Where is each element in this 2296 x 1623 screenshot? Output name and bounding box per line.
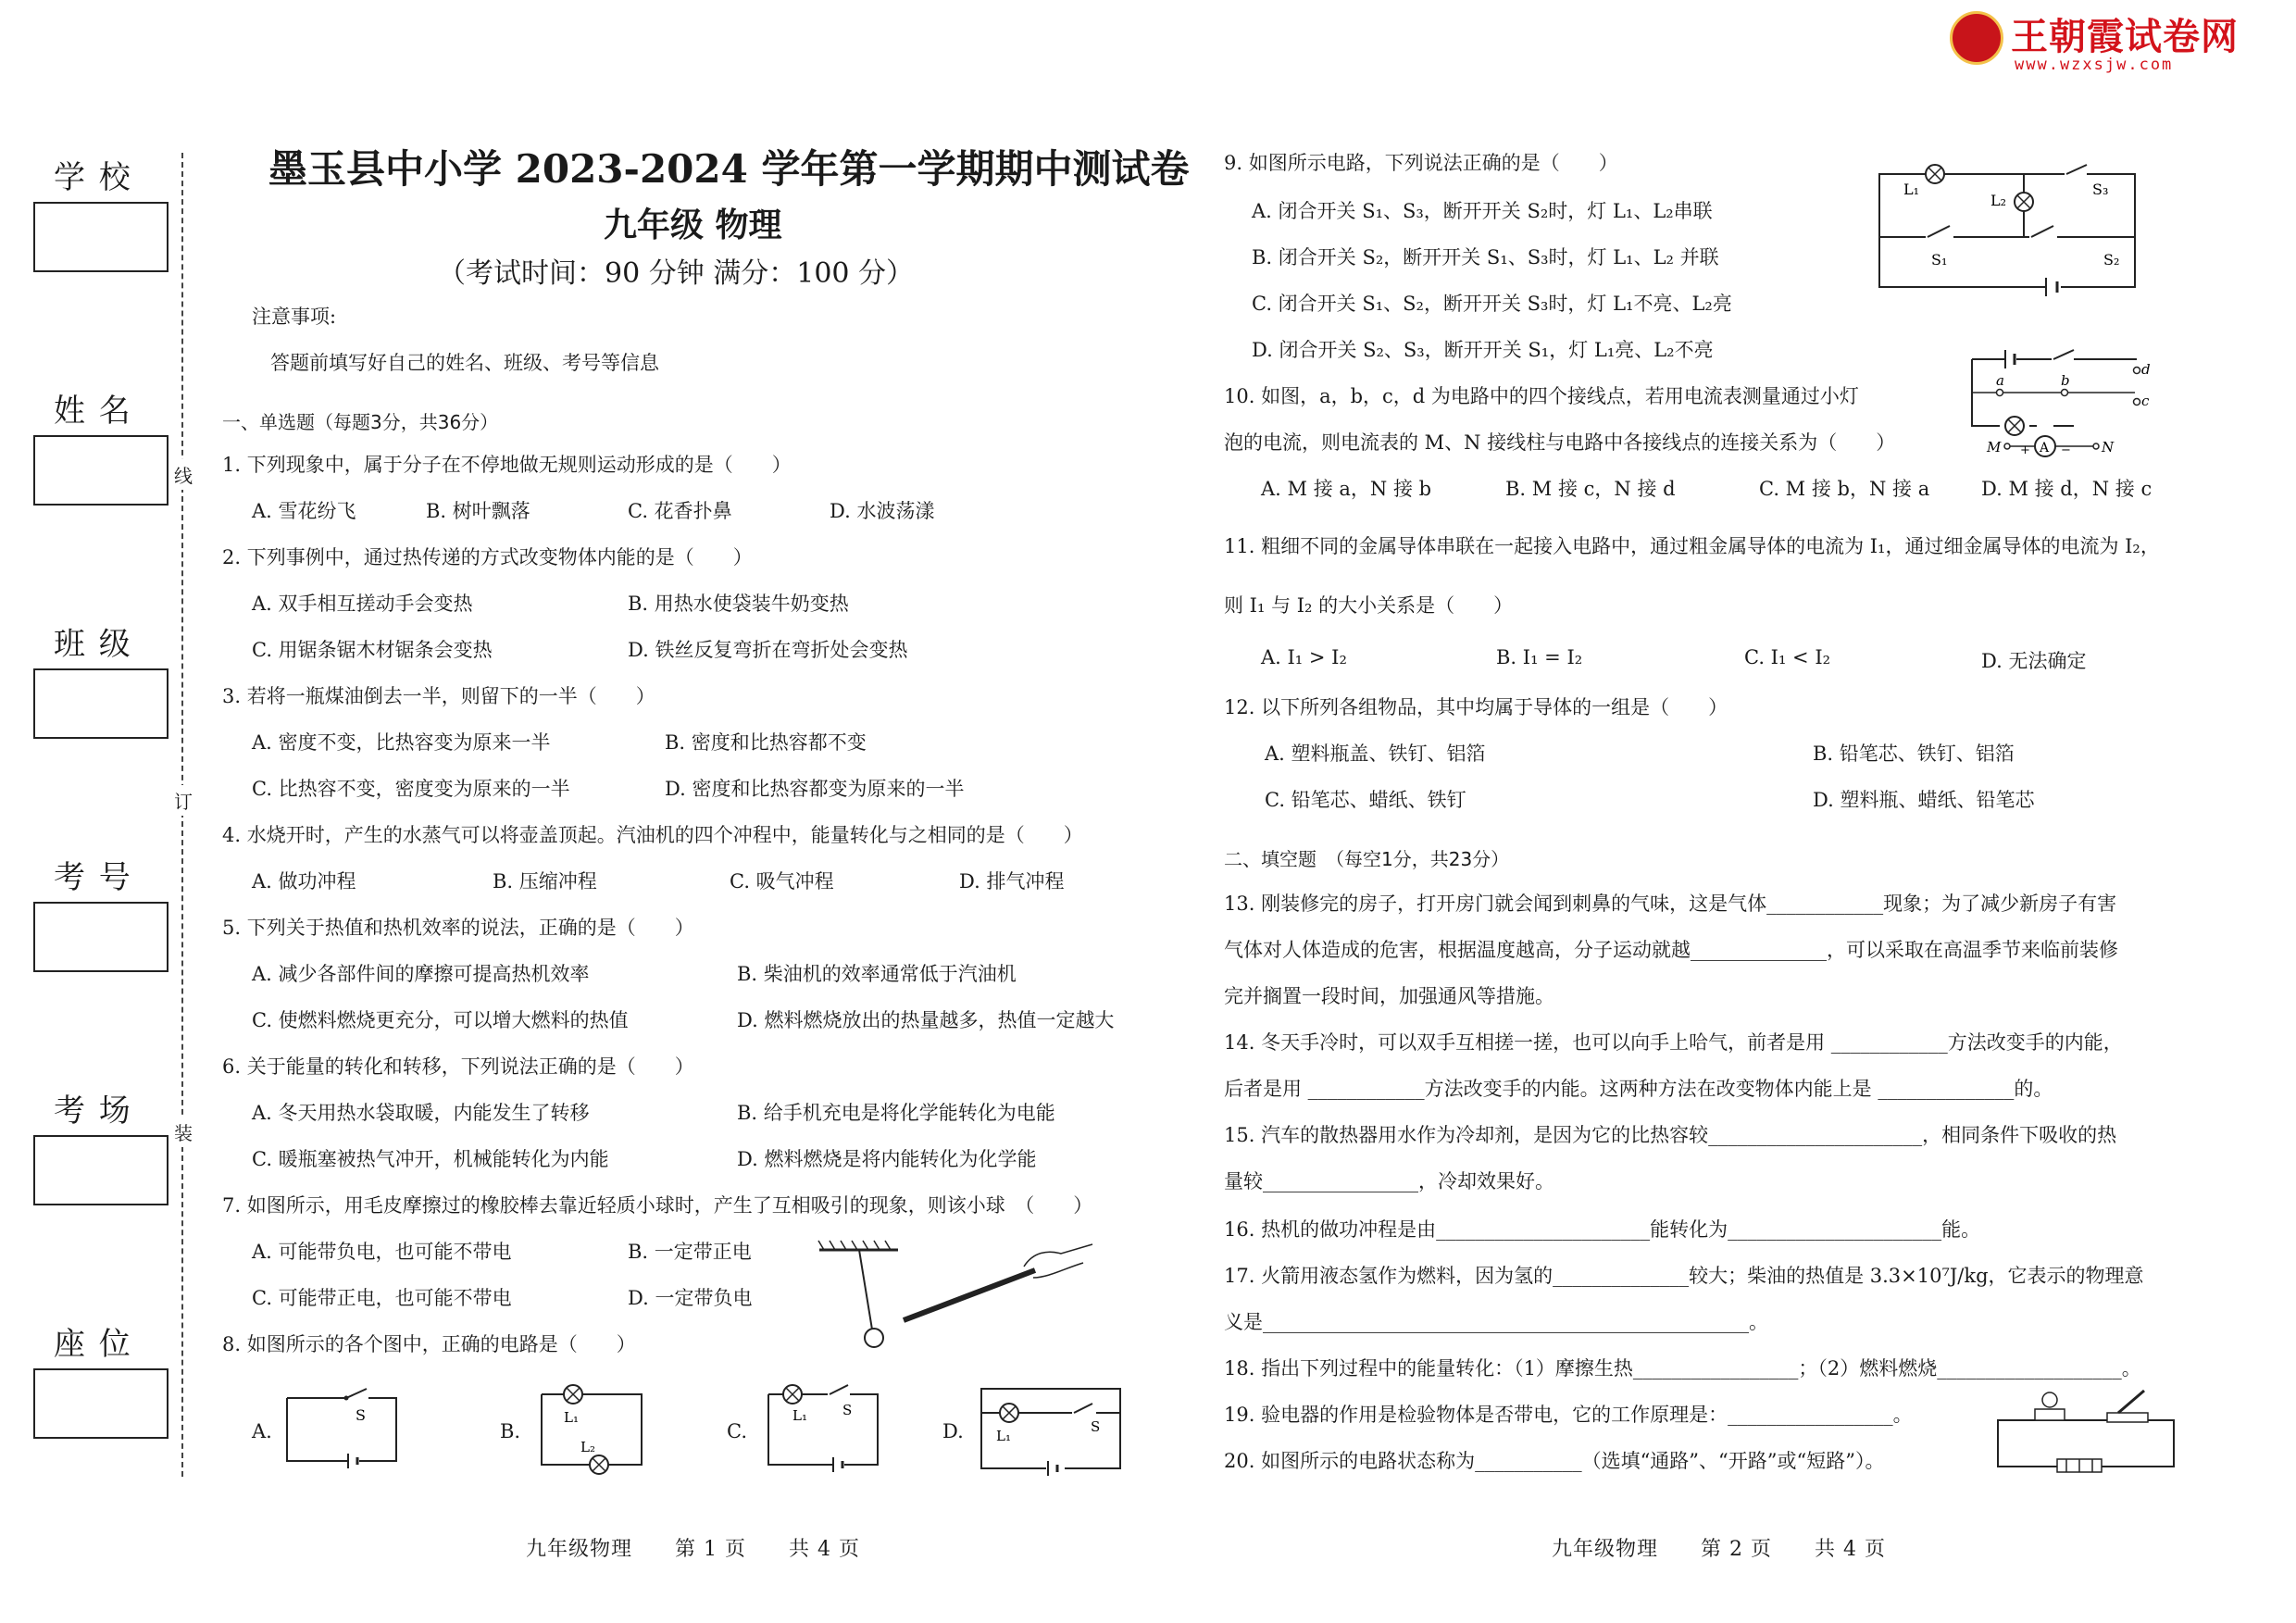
seal-icon [1950,11,2003,65]
option: B. 柴油机的效率通常低于汽油机 [737,963,1017,985]
fill-question: 17. 火箭用液态氢作为燃料，因为氢的______________较大；柴油的热值是 3.3×10⁷J/kg，它表示的物理意 [1224,1265,2144,1287]
lamp-label: L₂ [580,1439,595,1455]
section-title: 一、单选题（每题3分，共36分） [222,411,499,433]
binding-char: 订 [174,785,193,816]
question-stem: 11. 粗细不同的金属导体串联在一起接入电路中，通过粗金属导体的电流为 I₁，通过细金属导体的电流为 I₂， [1224,535,2160,557]
option: C. I₁ < I₂ [1744,646,1831,668]
exam-number-box[interactable] [33,902,168,972]
switch [830,1385,848,1394]
lamp-label: L₁ [1903,181,1920,198]
option: A. 双手相互搓动手会变热 [252,593,473,615]
question-stem: 9. 如图所示电路，下列说法正确的是（ ） [1224,152,1618,174]
question-stem: 3. 若将一瓶煤油倒去一半，则留下的一半（ ） [222,685,655,707]
option: A. M 接 a，N 接 b [1261,478,1432,500]
logo-name: 王朝霞试卷网 [2011,16,2239,58]
option: C. 比热容不变，密度变为原来的一半 [252,778,570,800]
switch [346,1389,367,1398]
circuit-b [532,1378,653,1479]
exam-number-label: 考 号 [54,859,132,896]
option: B. 铅笔芯、铁钉、铝箔 [1813,743,2015,765]
site-logo [1950,7,2246,78]
fill-question: 13. 刚装修完的房子，打开房门就会闻到刺鼻的气味，这是气体____________现象；为了减少新房子有害 [1224,893,2117,915]
seat-box[interactable] [33,1368,168,1439]
option: D. 燃料燃烧是将内能转化为化学能 [737,1148,1037,1170]
option: C. 铅笔芯、蜡纸、铁钉 [1265,789,1466,811]
binding-char: 线 [174,459,193,490]
option: C. 暖瓶塞被热气冲开，机械能转化为内能 [252,1148,609,1170]
option: D. 塑料瓶、蜡纸、铅笔芯 [1813,789,2035,811]
option: D. 闭合开关 S₂、S₃，断开开关 S₁，灯 L₁亮、L₂不亮 [1252,339,1714,361]
bulb-icon [2035,1392,2065,1420]
terminal-b [2062,390,2068,396]
logo-url: www.wzxsjw.com [2015,56,2174,74]
question-stem: 5. 下列关于热值和热机效率的说法，正确的是（ ） [222,917,694,939]
q7-figure [805,1231,1102,1352]
fill-question: 量较________________，冷却效果好。 [1224,1170,1554,1192]
q10-circuit [1963,343,2151,463]
fill-question: 14. 冬天手冷时，可以双手互相搓一搓，也可以向手上哈气，前者是用 ____________方法改变手的内能， [1224,1031,2123,1054]
lamp-label: L₁ [996,1428,1011,1444]
option: B. 压缩冲程 [493,870,597,893]
terminal-a [1997,390,2003,396]
switch-label: S₃ [2092,181,2109,198]
exam-room-label: 考 场 [54,1092,132,1130]
option: B. 树叶飘落 [426,500,530,522]
option-label: A. [252,1420,272,1442]
option-label: D. [942,1420,964,1442]
option: D. 铁丝反复弯折在弯折处会变热 [628,639,908,661]
label-a: a [1996,372,2004,389]
option: C. 闭合开关 S₁、S₂，断开开关 S₃时，灯 L₁不亮、L₂亮 [1252,293,1732,315]
notice-title: 注意事项: [252,306,337,328]
switch-label: S₁ [1931,251,1948,268]
label-c: c [2141,393,2150,409]
question-stem: 10. 如图，a，b，c，d 为电路中的四个接线点，若用电流表测量通过小灯 [1224,385,1859,407]
switch-label: S₂ [2103,251,2120,268]
option: B. I₁ = I₂ [1496,646,1583,668]
option: D. 燃料燃烧放出的热量越多，热值一定越大 [737,1009,1115,1031]
class-label: 班 级 [54,626,132,663]
terminal-c [2134,399,2140,406]
option: C. 吸气冲程 [730,870,834,893]
page-footer-left: 九年级物理 第 1 页 共 4 页 [526,1538,860,1561]
circuit-d [972,1380,1129,1481]
seat-label: 座 位 [54,1326,132,1363]
school-label: 学 校 [54,159,132,196]
name-label: 姓 名 [54,393,132,430]
name-box[interactable] [33,435,168,506]
option-label: B. [500,1420,521,1442]
lamp-icon [1000,1404,1018,1422]
option: C. 可能带正电，也可能不带电 [252,1287,512,1309]
label-d: d [2141,361,2151,378]
switch-s1 [1928,226,1950,237]
rubber-rod [904,1270,1035,1320]
option: B. 一定带正电 [628,1241,752,1263]
exam-room-box[interactable] [33,1135,168,1205]
section-title: 二、填空题 （每空1分，共23分） [1224,848,1510,870]
school-box[interactable] [33,202,168,272]
switch-s3 [2066,165,2087,174]
label-n: N [2102,439,2115,456]
option: A. 密度不变，比热容变为原来一半 [252,731,551,754]
page-title: 墨玉县中小学 2023-2024 学年第一学期期中测试卷 [268,146,1190,192]
option: C. 使燃料燃烧更充分，可以增大燃料的热值 [252,1009,629,1031]
option: C. 用锯条锯木材锯条会变热 [252,639,493,661]
lamp-label: L₁ [564,1409,579,1426]
battery-icon [2057,1459,2102,1472]
page-footer-right: 九年级物理 第 2 页 共 4 页 [1552,1538,1886,1561]
binding-char: 装 [174,1117,193,1147]
option: D. 水波荡漾 [830,500,935,522]
lamp-icon [564,1385,582,1404]
fill-question: 18. 指出下列过程中的能量转化：（1）摩擦生热_________________；（2）燃料燃烧___________________。 [1224,1357,2141,1380]
option: D. 一定带负电 [628,1287,753,1309]
option: C. 花香扑鼻 [628,500,732,522]
ammeter-label: A [2040,441,2050,456]
option: B. M 接 c，N 接 d [1505,478,1676,500]
fill-question: 19. 验电器的作用是检验物体是否带电，它的工作原理是：_________________。 [1224,1404,1913,1426]
question-stem: 1. 下列现象中，属于分子在不停地做无规则运动形成的是（ ） [222,454,792,476]
class-box[interactable] [33,668,168,739]
option: A. 减少各部件间的摩擦可提高热机效率 [252,963,590,985]
question-stem: 12. 以下所列各组物品，其中均属于导体的一组是（ ） [1224,696,1728,718]
knife-switch-icon [2107,1391,2148,1422]
fill-question: 气体对人体造成的危害，根据温度越高，分子运动就越______________，可以采取在高温季节来临前装修 [1224,939,2118,961]
lamp-icon [783,1385,802,1404]
option: B. 密度和比热容都不变 [665,731,867,754]
lamp-label: L₁ [792,1407,807,1424]
option: D. 排气冲程 [959,870,1065,893]
option: A. 冬天用热水袋取暖，内能发生了转移 [252,1102,590,1124]
option: A. 闭合开关 S₁、S₃，断开开关 S₂时，灯 L₁、L₂串联 [1252,200,1713,222]
switch-label: S [1091,1418,1101,1435]
lamp-label: L₂ [1990,192,2007,209]
option: D. 无法确定 [1981,650,2087,672]
q9-circuit [1861,157,2148,306]
question-stem: 2. 下列事例中，通过热传递的方式改变物体内能的是（ ） [222,546,753,568]
switch-label: S [356,1406,366,1424]
lamp-icon [590,1455,608,1474]
option: D. 密度和比热容都变为原来的一半 [665,778,965,800]
option: A. I₁ > I₂ [1261,646,1347,668]
question-stem: 则 I₁ 与 I₂ 的大小关系是（ ） [1224,594,1514,617]
switch [2053,350,2074,359]
subtitle: 九年级 物理 [604,206,782,244]
option: B. 用热水使袋装牛奶变热 [628,593,849,615]
question-stem: 7. 如图所示，用毛皮摩擦过的橡胶棒去靠近轻质小球时，产生了互相吸引的现象，则该小球 （ ） [222,1194,1093,1217]
circuit-a [278,1380,407,1472]
fill-question: 义是__________________________________________________。 [1224,1311,1768,1333]
fill-question: 16. 热机的做功冲程是由______________________能转化为______________________能。 [1224,1218,1981,1241]
notice-text: 答题前填写好自己的姓名、班级、考号等信息 [270,352,659,374]
option: B. 给手机充电是将化学能转化为电能 [737,1102,1055,1124]
option: D. M 接 d，N 接 c [1981,478,2152,500]
option: A. 塑料瓶盖、铁钉、铝箔 [1265,743,1486,765]
lamp-icon [1926,165,1944,183]
label-b: b [2061,372,2070,389]
switch-label: S [842,1402,853,1418]
q20-circuit [1990,1385,2185,1478]
option: C. M 接 b，N 接 a [1759,478,1930,500]
fill-question: 完并搁置一段时间，加强通风等措施。 [1224,985,1554,1007]
lamp-icon [2005,417,2024,435]
thread [859,1250,872,1330]
option: B. 闭合开关 S₂，断开开关 S₁、S₃时，灯 L₁、L₂ 并联 [1252,246,1719,268]
option: A. 做功冲程 [252,870,356,893]
option: A. 雪花纷飞 [252,500,356,522]
circuit-c [759,1378,889,1479]
fill-question: 20. 如图所示的电路状态称为___________（选填“通路”、“开路”或“短路”）。 [1224,1450,1885,1472]
question-stem: 4. 水烧开时，产生的水蒸气可以将壶盖顶起。汽油机的四个冲程中，能量转化与之相同的是（ ） [222,824,1083,846]
terminal-d [2134,368,2140,374]
label-plus: + [2020,443,2030,457]
switch-s2 [2031,226,2053,237]
question-stem: 8. 如图所示的各个图中，正确的电路是（ ） [222,1333,636,1355]
lamp-icon [2015,193,2033,211]
light-ball [865,1329,883,1347]
question-stem: 6. 关于能量的转化和转移，下列说法正确的是（ ） [222,1055,694,1078]
label-m: M [1987,439,2002,456]
support-bar [818,1241,898,1250]
option: A. 可能带负电，也可能不带电 [252,1241,512,1263]
label-minus: − [2061,443,2071,457]
fill-question: 后者是用 ____________方法改变手的内能。这两种方法在改变物体内能上是 ______________的。 [1224,1078,2053,1100]
exam-time: （考试时间：90 分钟 满分：100 分） [438,257,915,290]
question-stem: 泡的电流，则电流表的 M、N 接线柱与电路中各接线点的连接关系为（ ） [1224,431,1896,454]
option-label: C. [727,1420,747,1442]
fill-question: 15. 汽车的散热器用水作为冷却剂，是因为它的比热容较______________________，相同条件下吸收的热 [1224,1124,2117,1146]
